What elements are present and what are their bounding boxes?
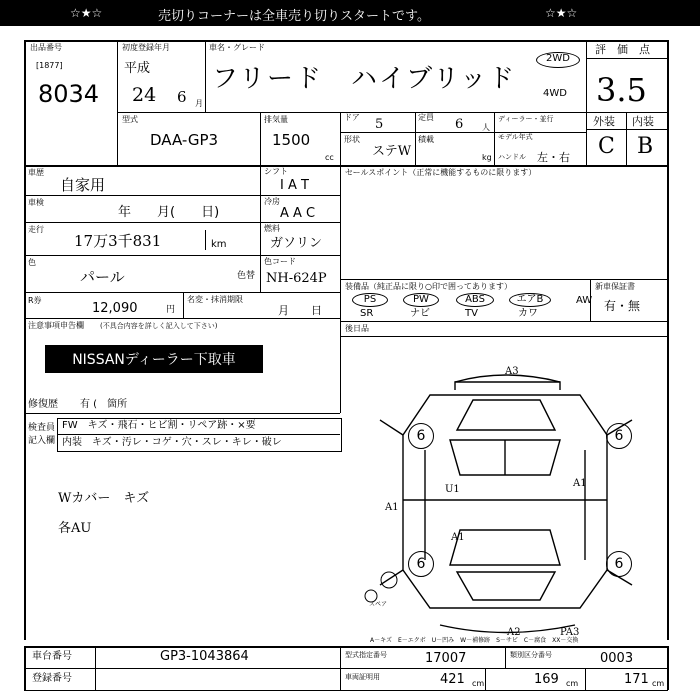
rating-label: 評 価 点 xyxy=(595,43,650,56)
divider xyxy=(667,646,669,690)
value-text: 6 xyxy=(416,556,426,572)
divider xyxy=(485,668,486,690)
divider xyxy=(205,40,206,112)
lot-number: 8034 xyxy=(38,80,100,108)
divider xyxy=(24,195,260,196)
divider xyxy=(340,646,341,690)
new-warranty-value: 有・無 xyxy=(604,299,641,313)
divider xyxy=(260,195,340,196)
mark-u1: U1 xyxy=(445,484,460,495)
repair-value: 有 ( 箇所 xyxy=(80,399,128,410)
first-reg-era: 平成 xyxy=(124,61,151,76)
drive-4wd: 4WD xyxy=(543,88,567,99)
color-code-label: 色コード xyxy=(264,257,296,266)
notes-sub: (不具合内容を詳しく記入して下さい) xyxy=(100,322,218,330)
equip-pw xyxy=(403,293,439,307)
displacement-value: 1500 xyxy=(272,131,311,149)
mark-a2: A2 xyxy=(507,627,521,638)
new-warranty-label: 新車保証書 xyxy=(595,282,635,291)
divider xyxy=(24,690,668,691)
interior-grade: B xyxy=(637,134,654,159)
divider xyxy=(586,58,667,59)
frame-top xyxy=(24,40,668,42)
handwritten-line2: 各AU xyxy=(58,521,92,536)
mileage-unit: km xyxy=(211,239,227,250)
ac-label: 冷房 xyxy=(264,197,280,206)
mark-a1-left: A1 xyxy=(385,502,399,513)
divider xyxy=(626,112,627,165)
divider xyxy=(494,112,495,165)
shape-label: 形状 xyxy=(344,135,360,144)
divider xyxy=(340,321,667,322)
inspection-label: 車検 xyxy=(28,198,44,207)
handle-value: 左・右 xyxy=(537,151,570,164)
divider xyxy=(260,112,261,165)
mark-6-front-right xyxy=(606,423,632,449)
divider xyxy=(415,112,416,165)
equip-sr: SR xyxy=(360,308,374,319)
capacity-unit: 人 xyxy=(482,123,490,132)
dimensions-label: 車両証明用 xyxy=(345,673,380,681)
model-year-label: モデル年式 xyxy=(498,133,533,141)
mark-6-rear-left xyxy=(408,551,434,577)
car-name-label: 車名・グレード xyxy=(209,43,265,52)
plate-label: 登録番号 xyxy=(32,673,72,684)
height-value: 171 xyxy=(624,672,649,687)
value-text: 6 xyxy=(614,556,624,572)
divider xyxy=(340,336,667,337)
mark-a1-rear: A1 xyxy=(451,532,465,543)
category-number-label: 類別区分番号 xyxy=(510,651,552,659)
top-banner xyxy=(0,0,700,26)
value-text: PW xyxy=(413,294,429,305)
mark-6-front-left xyxy=(408,423,434,449)
mark-6-rear-right xyxy=(606,551,632,577)
capacity-label: 定員 xyxy=(418,113,434,122)
handle-label: ハンドル xyxy=(498,153,526,161)
divider xyxy=(24,646,26,690)
divider xyxy=(24,222,340,223)
exterior-grade: C xyxy=(598,134,615,159)
banner-stars-right: ☆★☆ xyxy=(545,6,578,20)
first-reg-month: 6 xyxy=(177,88,187,106)
repair-label: 修復歴 xyxy=(28,399,58,410)
value-text: 6 xyxy=(614,428,624,444)
value-text: 2WD xyxy=(546,53,570,64)
shift-label: シフト xyxy=(264,167,288,176)
color-value: パール xyxy=(80,268,125,286)
color-code-value: NH-624P xyxy=(266,271,327,286)
divider xyxy=(117,40,118,165)
width-unit: cm xyxy=(566,679,579,688)
equip-aw: AW xyxy=(576,295,593,306)
divider xyxy=(183,292,184,318)
usage-value: 自家用 xyxy=(60,176,106,194)
divider xyxy=(340,336,341,413)
equipment-label: 装備品（純正品に限り○印で囲ってあります） xyxy=(345,282,512,291)
fuel-value: ガソリン xyxy=(270,236,323,251)
divider xyxy=(24,165,667,167)
value-text: 6 xyxy=(416,428,426,444)
model-label: 型式 xyxy=(122,115,138,124)
equip-abs xyxy=(456,293,494,307)
dealer-label: ディーラー・並行 xyxy=(498,115,554,123)
dealer-stamp xyxy=(45,345,263,373)
divider xyxy=(340,279,667,280)
capacity-value: 6 xyxy=(455,117,464,132)
damage-legend: A－キズ E－エクボ U－凹み W－補修跡 S－サビ C－腐食 XX－交換 xyxy=(370,637,579,644)
length-value: 421 xyxy=(440,672,465,687)
recycle-label: R券 xyxy=(28,296,42,305)
notes-label: 注意事項申告欄 xyxy=(28,321,84,330)
inspection-value: 年 月( 日) xyxy=(118,205,220,220)
recycle-value: 12,090 xyxy=(92,301,138,316)
divider xyxy=(24,292,340,293)
car-name-value: フリード ハイブリッド xyxy=(212,64,517,94)
first-reg-month-unit: 月 xyxy=(195,99,203,108)
ac-value: A A C xyxy=(280,206,316,221)
name-change-value: 月 日 xyxy=(278,304,322,317)
mileage-value: 17万3千831 xyxy=(74,232,162,250)
divider xyxy=(340,165,341,355)
chassis-label: 車台番号 xyxy=(32,651,72,662)
banner-stars-left: ☆★☆ xyxy=(70,6,103,20)
banner-text: 売切りコーナーは全車売り切りスタートです。 xyxy=(158,9,430,24)
divider xyxy=(505,646,506,668)
shift-value: I A T xyxy=(280,178,309,193)
divider xyxy=(95,646,96,690)
doors-value: 5 xyxy=(375,117,384,132)
equip-leather: カワ xyxy=(518,308,538,319)
shape-value: ステW xyxy=(372,144,412,159)
mileage-label: 走行 xyxy=(28,225,44,234)
value-text: エアB xyxy=(516,294,544,305)
divider xyxy=(260,165,261,292)
inspector-label-2: 記入欄 xyxy=(28,436,56,446)
divider xyxy=(205,230,206,250)
type-designation-value: 17007 xyxy=(425,651,467,666)
color-change-label: 色替 xyxy=(237,271,256,281)
inspector-label-1: 検査員 xyxy=(28,423,56,433)
value-text: PS xyxy=(363,294,377,305)
divider xyxy=(24,668,668,669)
divider xyxy=(340,112,341,165)
frame-right xyxy=(667,40,669,640)
load-unit: kg xyxy=(482,153,492,162)
first-reg-label: 初度登録年月 xyxy=(122,43,170,52)
rating-score: 3.5 xyxy=(596,71,647,109)
category-number-value: 0003 xyxy=(600,651,634,666)
drive-2wd-circled xyxy=(536,52,580,68)
value-text: ABS xyxy=(465,294,485,305)
sales-point-label: セールスポイント（正常に機能するものに限ります） xyxy=(345,168,537,177)
type-designation-label: 型式指定番号 xyxy=(345,651,387,659)
exterior-label: 外装 xyxy=(593,115,615,128)
usage-label: 車歴 xyxy=(28,168,44,177)
displacement-unit: cc xyxy=(325,153,334,162)
frame-left xyxy=(24,40,26,640)
doors-label: ドア xyxy=(344,113,360,122)
equip-airbag xyxy=(509,293,551,307)
equip-ps xyxy=(352,293,388,307)
displacement-label: 排気量 xyxy=(264,115,288,124)
divider xyxy=(340,132,586,133)
spare-label: スペア xyxy=(369,601,388,608)
chassis-value: GP3-1043864 xyxy=(160,649,249,664)
car-damage-diagram xyxy=(345,360,667,640)
divider xyxy=(585,668,586,690)
lot-sub: [1877] xyxy=(36,61,63,70)
first-reg-year: 24 xyxy=(132,84,157,106)
model-value: DAA-GP3 xyxy=(150,131,219,149)
fuel-label: 燃料 xyxy=(264,224,280,233)
options-label: 後日品 xyxy=(345,324,369,333)
handwritten-line1: Wカバー キズ xyxy=(58,491,150,506)
divider xyxy=(24,413,340,414)
equip-navi: ナビ xyxy=(410,308,430,319)
divider xyxy=(24,318,340,319)
length-unit: cm xyxy=(472,679,485,688)
height-unit: cm xyxy=(652,679,665,688)
value-text: NISSANディーラー下取車 xyxy=(72,352,236,368)
mark-pa3: PA3 xyxy=(560,627,580,638)
interior-label: 内装 xyxy=(632,115,654,128)
inspector-row1: FW キズ・飛石・ヒビ割・リペア跡・×要 xyxy=(62,420,256,431)
load-label: 積載 xyxy=(418,135,434,144)
mark-a3: A3 xyxy=(505,366,519,377)
color-label: 色 xyxy=(28,258,36,267)
mark-a1-right: A1 xyxy=(573,478,587,489)
inspector-row2: 内装 キズ・汚レ・コゲ・穴・スレ・キレ・破レ xyxy=(62,437,282,448)
equip-tv: TV xyxy=(465,308,478,319)
lot-label: 出品番号 xyxy=(30,43,62,52)
recycle-unit: 円 xyxy=(166,305,176,315)
divider xyxy=(57,434,340,435)
width-value: 169 xyxy=(534,672,559,687)
divider xyxy=(24,255,340,256)
divider xyxy=(24,646,668,648)
name-change-label: 名変・抹消期限 xyxy=(187,295,243,304)
divider xyxy=(586,129,667,130)
